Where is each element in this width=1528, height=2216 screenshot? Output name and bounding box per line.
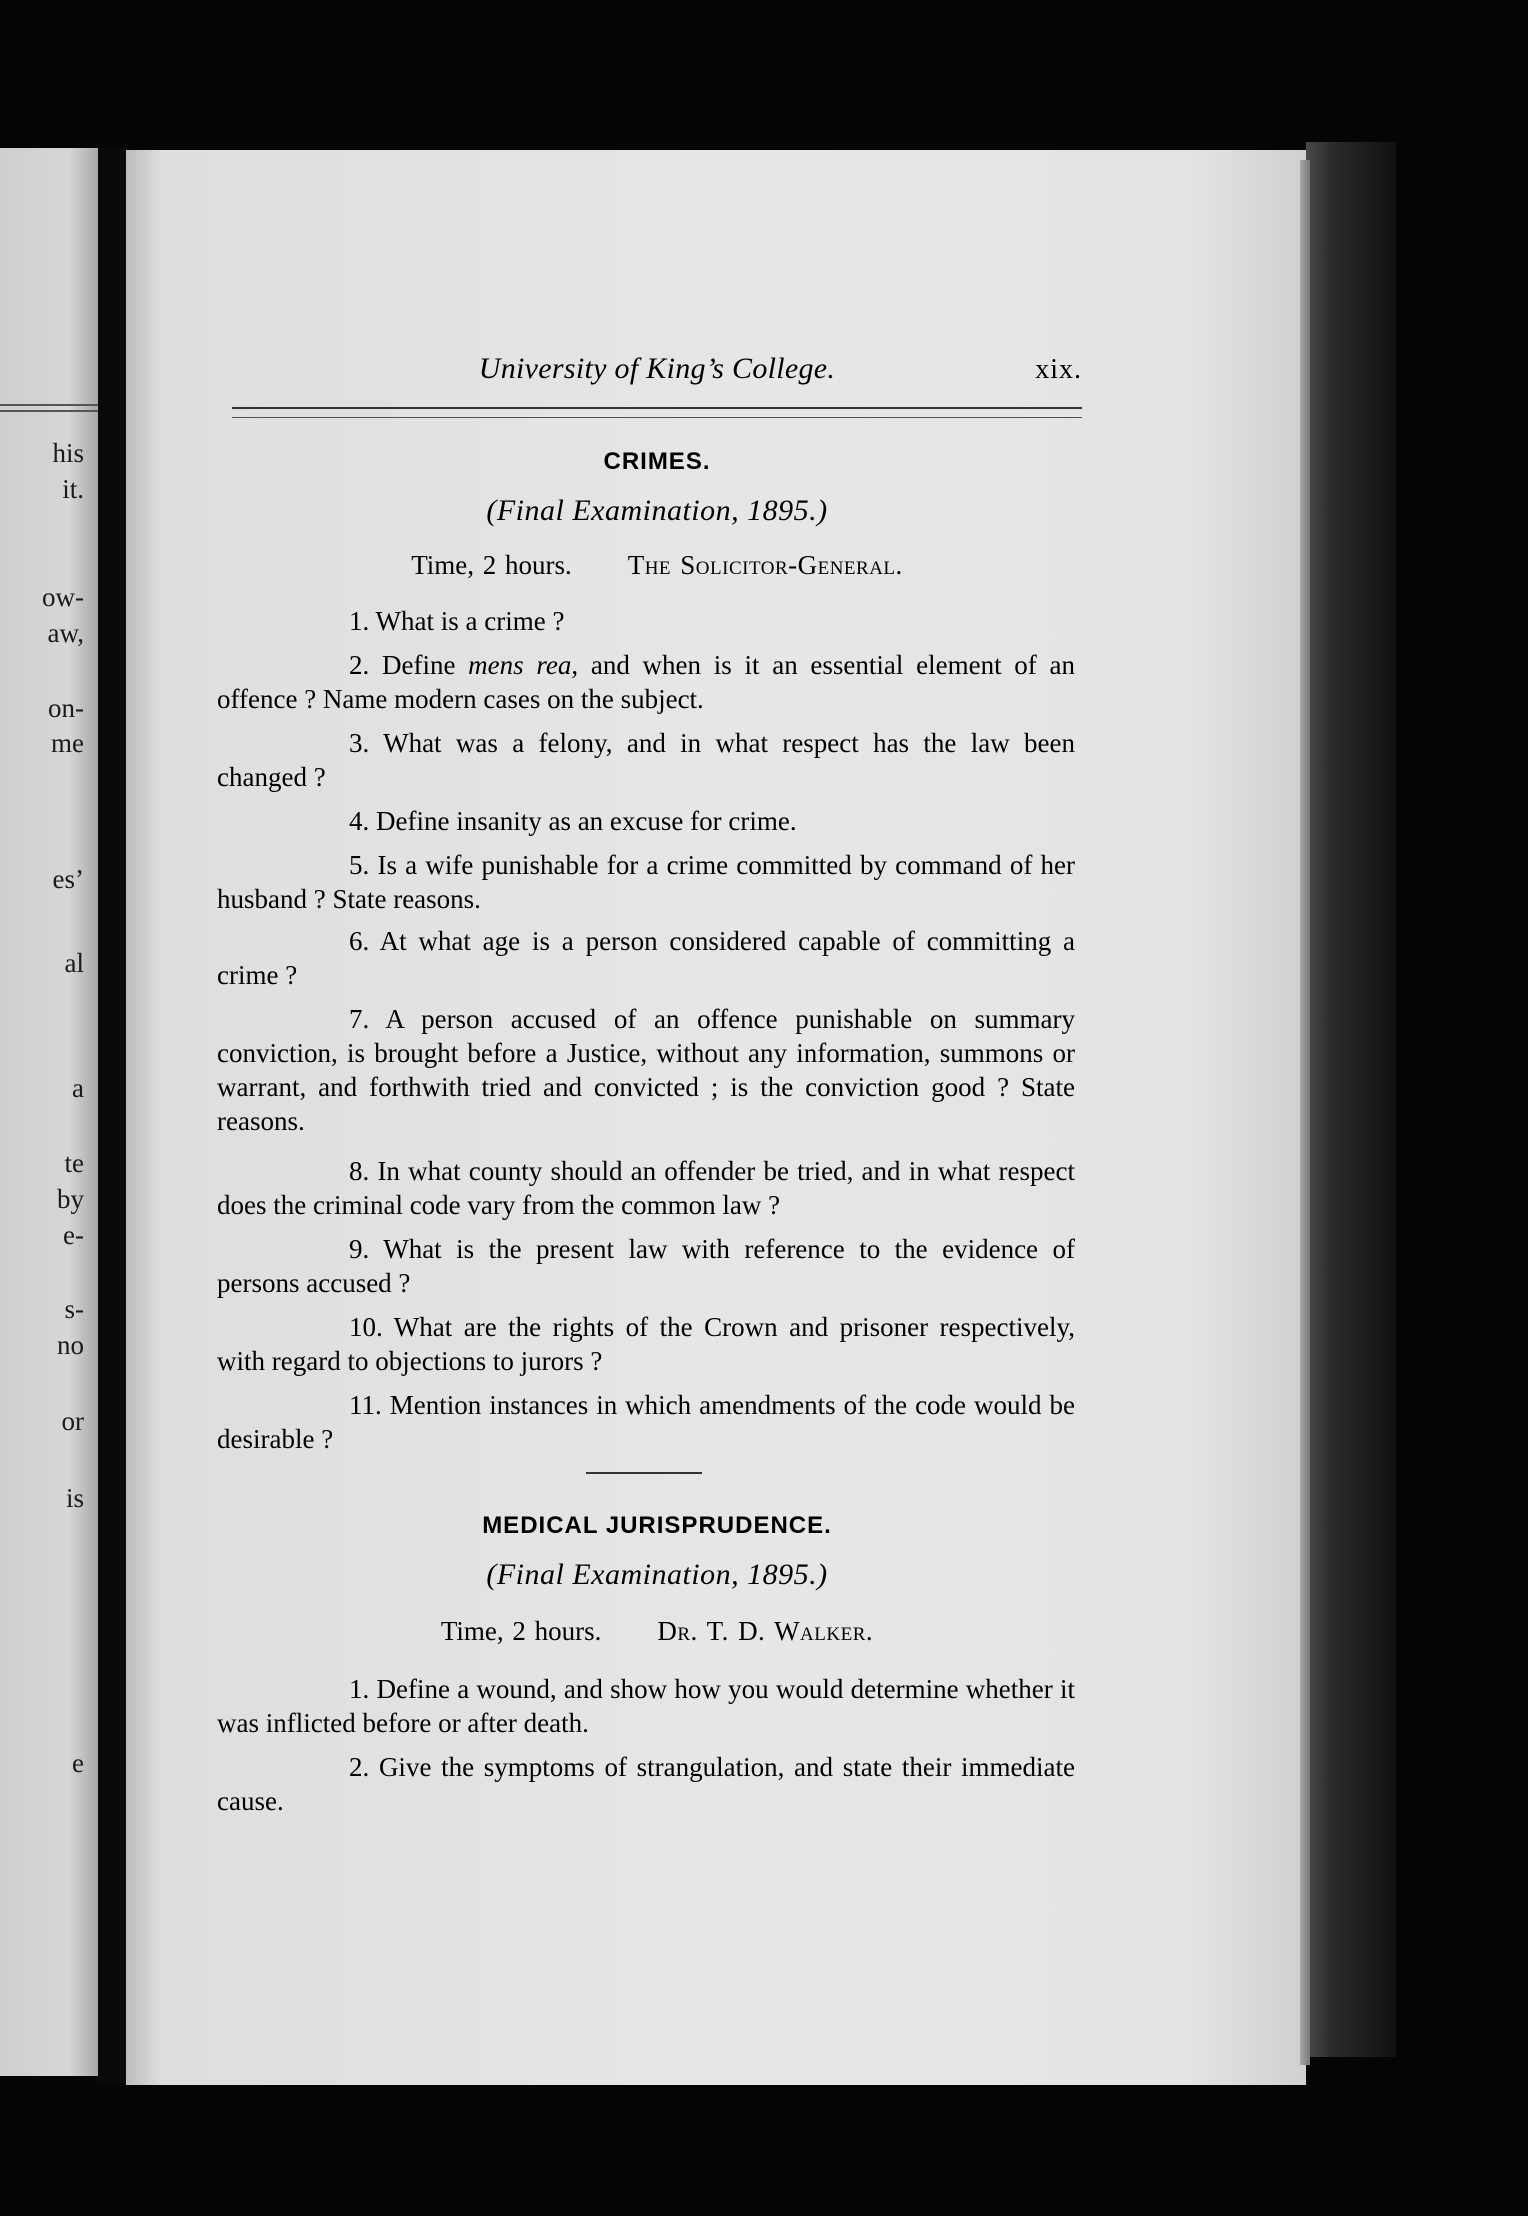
question [217, 1154, 1075, 1222]
question [217, 1310, 1075, 1378]
left-page-fragment: es’ [52, 864, 84, 894]
question-text: A person accused of an offence punishable on summary conviction, is brought before a Justice, without any information, summons or warrant, and forthwith tried and convicted ; is the conviction good ? State reasons. [217, 1004, 1075, 1136]
left-page-fragment: his [52, 438, 84, 468]
question-number: 10. [349, 1312, 383, 1342]
question [217, 726, 1075, 794]
question [217, 1750, 1075, 1818]
exam-duration: Time, 2 hours. [411, 550, 572, 580]
book-gutter [98, 148, 126, 2083]
left-page-fragment: on- [48, 693, 84, 723]
question [217, 1002, 1075, 1138]
question-number: 5. [349, 850, 370, 880]
question-number: 11. [349, 1390, 382, 1420]
question-text: Is a wife punishable for a crime committed by command of her husband ? State reasons. [217, 850, 1076, 914]
left-page-fragment: is [65, 1483, 84, 1513]
section-divider [586, 1472, 702, 1474]
header-rule [232, 407, 1082, 418]
question-number: 2. [349, 650, 370, 680]
left-page-rule [0, 404, 98, 406]
question-number: 1. [349, 1674, 370, 1704]
question-number: 8. [349, 1156, 370, 1186]
question [217, 648, 1075, 716]
question-number: 3. [349, 728, 370, 758]
question-number: 4. [349, 806, 370, 836]
running-header [232, 352, 1082, 402]
page-shadow [1306, 142, 1396, 2057]
question-text: What are the rights of the Crown and prisoner respectively, with regard to objections to jurors ? [217, 1312, 1075, 1376]
question [217, 1388, 1075, 1456]
exam-duration: Time, 2 hours. [440, 1616, 602, 1646]
question-text-post: , and when is it an essential element of an offence ? Name modern cases on the subject. [217, 650, 1075, 714]
left-page-fragment: me [51, 728, 84, 758]
left-page-fragment: no [57, 1330, 84, 1360]
section-time-line [232, 550, 1082, 581]
left-page-fragment: a [72, 1073, 84, 1103]
left-page-fragment: e [72, 1748, 84, 1778]
question-number: 7. [349, 1004, 370, 1034]
running-title: University of King’s College. [478, 352, 836, 385]
section-subtitle: (Final Examination, 1895.) [486, 494, 828, 527]
left-page-fragment: al [64, 948, 84, 978]
latin-term: mens rea [468, 650, 572, 680]
examiner-name: The Solicitor-General. [627, 550, 903, 580]
question [217, 1232, 1075, 1300]
question-text: What is a crime ? [375, 606, 565, 636]
left-page-fragment: by [57, 1184, 84, 1214]
question-text-pre: Define [381, 650, 469, 680]
left-page-fragment: it. [62, 474, 84, 504]
page-edge [1300, 160, 1310, 2065]
left-page-fragment: aw, [47, 618, 84, 648]
section-subtitle: (Final Examination, 1895.) [486, 1558, 828, 1591]
examiner-name: Dr. T. D. Walker. [657, 1616, 874, 1646]
question-number: 6. [349, 926, 370, 956]
left-page-fragment: ow- [42, 582, 84, 612]
page-number: xix. [1035, 354, 1082, 385]
question-number: 2. [349, 1752, 370, 1782]
section-time-line [232, 1616, 1082, 1647]
question [217, 1672, 1075, 1740]
question-text: Give the symptoms of strangulation, and state their immediate cause. [217, 1752, 1075, 1816]
question [217, 924, 1075, 992]
question [217, 848, 1075, 916]
section-title-crimes: CRIMES. [603, 448, 711, 475]
question-number: 9. [349, 1234, 370, 1264]
question [217, 604, 1075, 638]
left-page-rule [0, 410, 98, 412]
left-page-fragment: e- [63, 1220, 84, 1250]
question-text: Mention instances in which amendments of the code would be desirable ? [217, 1390, 1076, 1454]
question-text: In what county should an offender be tried, and in what respect does the criminal code vary from the common law ? [217, 1156, 1075, 1220]
left-facing-page [0, 148, 98, 2076]
section-title-medical-jurisprudence: MEDICAL JURISPRUDENCE. [482, 1512, 832, 1539]
left-page-fragment: or [61, 1406, 84, 1436]
question [217, 804, 1075, 838]
question-number: 1. [349, 606, 370, 636]
question-text: What was a felony, and in what respect has the law been changed ? [217, 728, 1075, 792]
question-text: Define a wound, and show how you would determine whether it was inflicted before or after death. [217, 1674, 1076, 1738]
question-text: At what age is a person considered capable of committing a crime ? [217, 926, 1075, 990]
question-text: What is the present law with reference to the evidence of persons accused ? [217, 1234, 1075, 1298]
left-page-fragment: s- [64, 1294, 84, 1324]
left-page-fragment: te [64, 1148, 84, 1178]
question-text: Define insanity as an excuse for crime. [376, 806, 797, 836]
